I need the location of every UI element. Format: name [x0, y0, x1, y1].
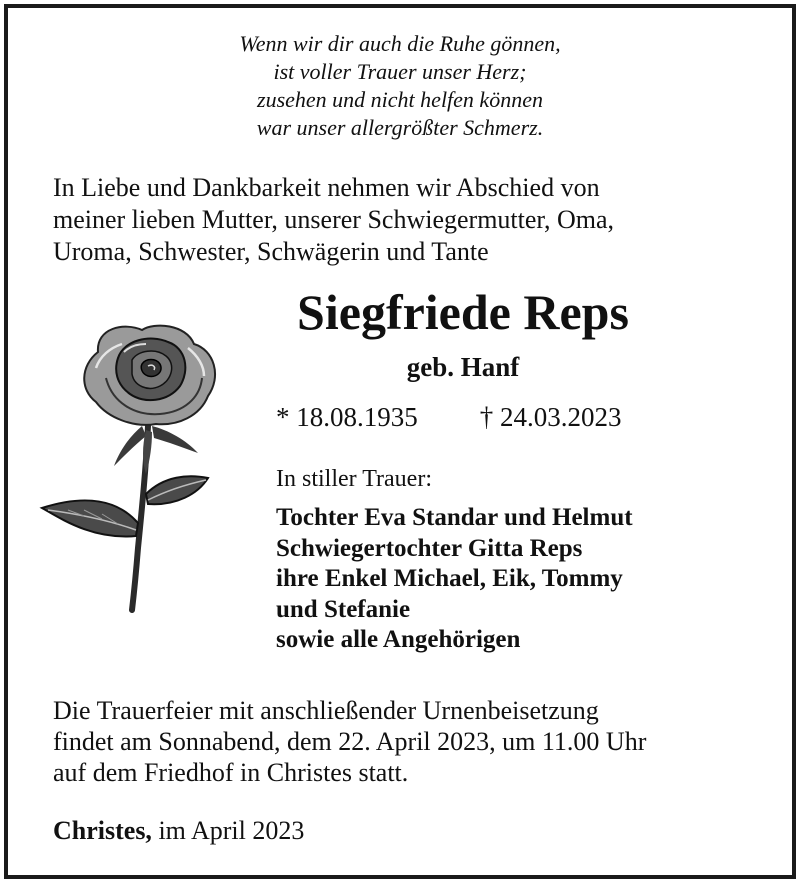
- poem-line: Wenn wir dir auch die Ruhe gönnen,: [239, 31, 561, 56]
- birth-name: geb. Hanf: [406, 352, 520, 382]
- mourners-list: [276, 503, 633, 656]
- poem-line: zusehen und nicht helfen können: [257, 87, 543, 112]
- intro-line: In Liebe und Dankbarkeit nehmen wir Abschied von: [53, 173, 600, 202]
- mourner-line: ihre Enkel Michael, Eik, Tommy: [276, 565, 623, 592]
- ceremony-line: Die Trauerfeier mit anschließender Urnenbeisetzung: [53, 696, 599, 725]
- intro-line: meiner lieben Mutter, unserer Schwiegermutter, Oma,: [53, 205, 615, 234]
- mourner-line: und Stefanie: [276, 595, 411, 623]
- memorial-poem: [0, 30, 800, 142]
- ceremony-line: auf dem Friedhof in Christes statt.: [53, 758, 409, 787]
- death-date: † 24.03.2023: [479, 402, 622, 432]
- mourner-line: Schwiegertochter Gitta Reps: [276, 534, 583, 562]
- rose-icon: [38, 318, 228, 613]
- mourner-line: sowie alle Angehörigen: [276, 626, 521, 653]
- signoff-place: Christes,: [53, 816, 152, 845]
- poem-line: war unser allergrößter Schmerz.: [256, 115, 544, 140]
- deceased-name: Siegfriede Reps: [297, 284, 629, 340]
- farewell-intro: [53, 172, 773, 268]
- birth-date: * 18.08.1935: [276, 402, 418, 432]
- intro-line: Uroma, Schwester, Schwägerin und Tante: [53, 237, 489, 266]
- life-dates: [276, 400, 622, 434]
- ceremony-line: findet am Sonnabend, dem 22. April 2023, um 11.00 Uhr: [53, 727, 647, 756]
- mourning-label: In stiller Trauer:: [276, 466, 432, 492]
- signoff: [53, 815, 304, 846]
- signoff-date: im April 2023: [158, 816, 305, 845]
- funeral-details: [53, 695, 646, 788]
- mourner-line: Tochter Eva Standar und Helmut: [276, 504, 633, 531]
- poem-line: ist voller Trauer unser Herz;: [273, 59, 527, 84]
